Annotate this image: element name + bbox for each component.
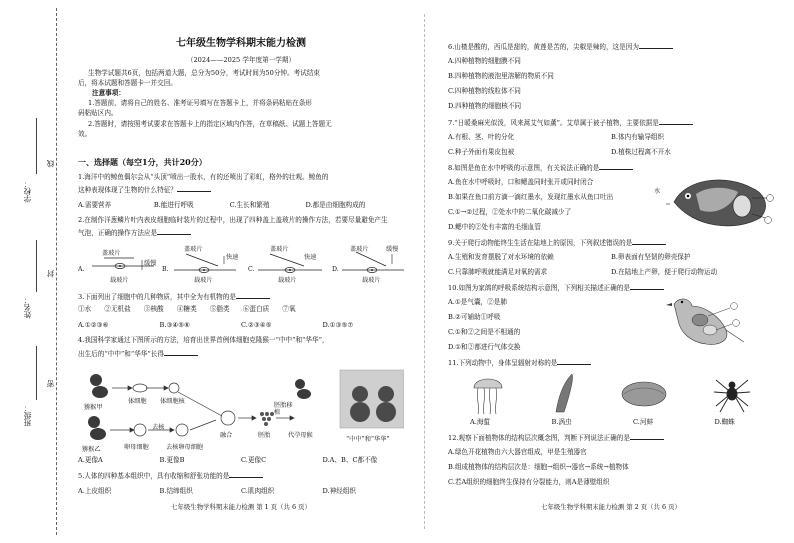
q1-option-c[interactable]: C.生长和繁殖 xyxy=(229,201,270,209)
marker-1 xyxy=(731,303,738,310)
seal-secret-mark: 密 xyxy=(46,380,55,388)
answer-blank[interactable] xyxy=(557,358,591,365)
exam-subtitle: （2024——2025 学年度第一学期） xyxy=(186,56,296,64)
q8-stem: 8.如图是鱼在水中呼吸的示意图，有关说法正确的是 xyxy=(448,163,774,172)
q12-option-a[interactable]: A.绿色开花植物由六大器官组成，甲是生殖器官 xyxy=(448,448,587,456)
q5-stem: 5.人体的四种基本组织中，具有收缩和舒张功能的是 xyxy=(78,471,404,480)
q7-options-1 xyxy=(448,133,774,141)
seal-line-mark: 线 xyxy=(46,160,55,168)
q6-option-c[interactable]: C.四种植物的线粒体不同 xyxy=(448,87,521,95)
q3-stem: 3.下面列出了细胞中的几种物质，其中全为有机物的是 xyxy=(78,292,404,301)
q2-cover-a: 盖玻片 xyxy=(102,250,121,257)
school-label: 学校： xyxy=(23,180,32,203)
spider-icon xyxy=(714,380,750,412)
page-1-footer: 七年级生物学科期末能力检测 第 1 页（共 6 页） xyxy=(171,503,311,511)
q5-option-c[interactable]: C.肌肉组织 xyxy=(241,487,275,495)
q1-option-d[interactable]: D.都是由细胞构成的 xyxy=(305,201,366,209)
q7-stem: 7.“日暖桑麻光似泼，风来蒿艾气如薰”。艾草属于被子植物，主要依据是 xyxy=(448,118,774,127)
q9-options-1 xyxy=(448,253,774,261)
q10-option-c[interactable]: C.①和②之间是不相通的 xyxy=(448,328,521,336)
q12-option-c[interactable]: C.若A组织的细胞终生保持有分裂能力，则A是薄壁组织 xyxy=(448,478,610,486)
section-heading: 一、选择题（每空1分，共计20分） xyxy=(78,157,207,167)
q11-animals xyxy=(448,370,774,416)
page-2 xyxy=(448,0,774,543)
pigeon-figure xyxy=(660,290,750,350)
q3-options xyxy=(78,321,404,329)
q4-body-cells: 体细胞 xyxy=(128,398,147,405)
fish-diagram xyxy=(666,168,774,234)
q12-stem: 12.观察下面植物体的结构层次概念图，判断下列说法正确的是 xyxy=(448,433,774,442)
fish-water-label: 水 xyxy=(654,188,661,195)
marker-2 xyxy=(733,320,740,327)
name-field[interactable] xyxy=(36,240,37,292)
q9-option-d[interactable]: D.在陆地上产卵，便于爬行动物运动 xyxy=(611,268,718,276)
q4-remove-nucleus: 去核 xyxy=(152,424,165,431)
notice-2b: 效。 xyxy=(78,130,92,138)
q9-option-c[interactable]: C.只靠肺呼吸就能满足对氧的需求 xyxy=(448,268,548,276)
q4-fusion: 融合 xyxy=(220,432,233,439)
q4-stem-1: 4.我国科学家通过下图所示的方法，培育出世界首例体细胞克隆猴一“中中”和“华华”， xyxy=(78,336,329,344)
answer-blank[interactable] xyxy=(639,42,673,49)
q11-option-d[interactable]: D.蜘蛛 xyxy=(714,418,735,426)
q1-stem-2: 这种表现体现了生物的什么特征？ xyxy=(78,185,404,194)
page-divider xyxy=(424,14,425,529)
q5-option-b[interactable]: B.结缔组织 xyxy=(159,487,193,495)
class-field[interactable] xyxy=(36,346,37,400)
seal-seal-mark: 封 xyxy=(46,270,55,278)
q11-stem: 11.下列动物中，身体呈辐射对称的是 xyxy=(448,358,774,367)
q7-options-2 xyxy=(448,148,774,156)
embryo-icon xyxy=(260,412,274,426)
answer-blank[interactable] xyxy=(229,471,263,478)
q8-option-d[interactable]: D.鳃中的②处有丰富的毛细血管 xyxy=(448,223,541,231)
q1-option-a[interactable]: A.需要营养 xyxy=(78,201,112,209)
q10-option-a[interactable]: A.①是气囊，②是肺 xyxy=(448,298,507,306)
q4-options xyxy=(78,456,404,464)
q2-slide-b: 载玻片 xyxy=(194,277,213,284)
q2-figure xyxy=(78,244,404,284)
q6-option-b[interactable]: B.四种植物的液泡里溶解的物质不同 xyxy=(448,72,554,80)
answer-blank[interactable] xyxy=(164,349,198,356)
answer-blank[interactable] xyxy=(236,292,270,299)
q9-option-a[interactable]: A.生殖和发育摆脱了对水环境的依赖 xyxy=(448,253,554,261)
q7-option-d[interactable]: D.植株过程离不开水 xyxy=(611,148,671,156)
q3-items: ①水 ②无机盐 ③核酸 ④糖类 ⑤脂类 ⑥蛋白质 ⑦氧 xyxy=(78,305,296,313)
class-label: 班级： xyxy=(23,404,32,427)
q4-surrogate: 代孕母猴 xyxy=(288,432,313,439)
q4-stem-2: 出生后的“中中”和“华华”长得 xyxy=(78,349,404,358)
q2-label-a[interactable]: A. xyxy=(78,266,85,273)
q4-egg-cell: 卵母细胞 xyxy=(124,444,149,451)
q6-option-a[interactable]: A.四种植物的细胞膜不同 xyxy=(448,57,521,65)
marker-4 xyxy=(765,217,772,224)
q4-option-c[interactable]: C.更像C xyxy=(241,456,267,464)
marker-3 xyxy=(767,195,774,202)
exam-title: 七年级生物学科期末能力检测 xyxy=(176,38,306,49)
q5-option-d[interactable]: D.神经组织 xyxy=(322,487,357,495)
q2-diagram-d xyxy=(342,252,404,273)
binding-line xyxy=(56,8,57,535)
q8-option-c[interactable]: C.①→②过程，②处水中的二氧化碳减少了 xyxy=(448,208,572,216)
q4-figure xyxy=(78,364,404,452)
q3-option-c[interactable]: C.②③④⑤ xyxy=(241,321,272,329)
q5-option-a[interactable]: A.上皮组织 xyxy=(78,487,112,495)
q8-option-b[interactable]: B.如果在鱼口前方滴一滴红墨水，发现红墨水从鱼口吐出 xyxy=(448,193,614,201)
planarian-icon xyxy=(556,374,573,412)
q4-enucleated-egg: 去核卵母细胞 xyxy=(166,444,204,451)
q2-cover-d: 盖玻片 xyxy=(350,246,369,253)
q2-label-c[interactable]: C. xyxy=(248,266,255,273)
q9-options-2 xyxy=(448,268,774,276)
clam-icon xyxy=(622,382,666,406)
q12-option-b[interactable]: B.组成植物体的结构层次是：细胞→组织→器官→系统→植物体 xyxy=(448,463,629,471)
answer-blank[interactable] xyxy=(630,433,664,440)
q5-options xyxy=(78,487,404,495)
answer-blank[interactable] xyxy=(632,238,666,245)
q9-option-b[interactable]: B.卵表面有坚韧的卵壳保护 xyxy=(611,253,691,261)
pigeon-diagram xyxy=(660,290,750,350)
q6-option-d[interactable]: D.四种植物的细胞核不同 xyxy=(448,102,522,110)
q2-slide-d: 载玻片 xyxy=(362,277,381,284)
q11-option-a[interactable]: A.海蜇 xyxy=(470,418,491,426)
answer-blank[interactable] xyxy=(157,228,191,235)
school-field[interactable] xyxy=(36,118,37,174)
q1-option-b[interactable]: B.能进行呼吸 xyxy=(153,201,194,209)
q4-monkey-b: 猕猴乙 xyxy=(82,446,101,453)
q3-option-a[interactable]: A.①②③⑥ xyxy=(78,321,109,329)
fish-figure xyxy=(654,168,774,234)
q10-option-d[interactable]: D.①和②都进行气体交换 xyxy=(448,343,521,351)
q2-stem-1: 2.在制作洋葱鳞片叶内表皮细胞临时装片的过程中，出现了四种盖上盖玻片的操作方法，若要尽量避免产生 xyxy=(78,216,388,224)
q2-slide-c: 载玻片 xyxy=(278,277,297,284)
notice-heading: 注意事项： xyxy=(92,89,125,97)
q10-option-b[interactable]: B.②可辅助①呼吸 xyxy=(448,313,501,321)
q7-option-c[interactable]: C.种子外面有果皮包被 xyxy=(448,148,515,156)
q6-stem: 6.山楂是酸的，西瓜是甜的，黄莲是苦的，尖椒是辣的，这是因为 xyxy=(448,42,774,51)
q4-photo-caption: “中中”和“华华” xyxy=(346,436,390,443)
binding-margin xyxy=(0,0,62,543)
q4-embryo: 胚胎 xyxy=(258,432,271,439)
q4-body-nucleus: 体细胞核 xyxy=(160,398,185,405)
intro-line-1: 生物学试题共6页，包括两道大题，总分为50分，考试时间为50分钟。考试结束 xyxy=(88,69,320,77)
q4-monkey-a: 猕猴甲 xyxy=(84,404,103,411)
page-1 xyxy=(78,0,404,543)
q2-cover-b: 盖玻片 xyxy=(184,246,203,253)
q7-option-b[interactable]: B.体内有输导组织 xyxy=(611,133,665,141)
q2-fast-c: 快速 xyxy=(304,254,317,261)
q11-figure xyxy=(448,370,774,416)
answer-blank[interactable] xyxy=(599,163,633,170)
q2-label-d[interactable]: D. xyxy=(332,266,339,273)
answer-blank[interactable] xyxy=(659,118,693,125)
notice-1b: 码粘贴区内。 xyxy=(78,109,118,117)
q2-slow-a: 缓慢 xyxy=(144,260,157,267)
q2-stem-2: 气泡，正确的操作方法应是 xyxy=(78,228,404,237)
notice-1a: 1.答题前，请将自己的姓名、准考证号填写在答题卡上，并将条码粘贴在条形 xyxy=(88,99,312,107)
q4-transfer: 胚胎移植 xyxy=(274,402,293,416)
intro-line-2: 后，将本试题和答题卡一并交回。 xyxy=(78,79,177,87)
jellyfish-icon xyxy=(474,379,502,414)
q7-option-a[interactable]: A.有根、茎、叶的分化 xyxy=(448,133,515,141)
q8-option-a[interactable]: A.鱼在水中呼吸时，口和鳃盖同时张开或同时闭合 xyxy=(448,178,594,186)
q4-option-d[interactable]: D.A、B、C都不像 xyxy=(322,456,378,464)
q2-label-b[interactable]: B. xyxy=(162,266,169,273)
answer-blank[interactable] xyxy=(177,185,211,192)
name-label: 姓名： xyxy=(23,296,32,319)
q4-option-a[interactable]: A.更像A xyxy=(78,456,103,464)
q4-option-b[interactable]: B.更像B xyxy=(159,456,185,464)
q2-slow-d: 缓慢 xyxy=(386,246,399,253)
answer-blank[interactable] xyxy=(630,283,664,290)
q10-stem: 10.如图为家鸽的呼吸系统结构示意图，下列相关描述正确的是 xyxy=(448,283,774,292)
q2-cover-c: 盖玻片 xyxy=(270,246,289,253)
q11-option-b[interactable]: B.涡虫 xyxy=(551,418,572,426)
cloned-monkeys-photo xyxy=(340,370,404,428)
q1-options xyxy=(78,201,404,209)
q11-option-c[interactable]: C.河蚌 xyxy=(633,418,654,426)
q9-stem: 9.关于爬行动物能终生生活在陆地上的原因，下列叙述错误的是 xyxy=(448,238,774,247)
notice-2a: 2.答题时，请按照考试要求在答题卡上的指定区域内作答，在草稿纸、试题上答题无 xyxy=(88,120,332,128)
q3-option-d[interactable]: D.①③⑤⑦ xyxy=(322,321,354,329)
q3-option-b[interactable]: B.③④⑤⑥ xyxy=(159,321,191,329)
q11-options xyxy=(448,418,774,426)
q1-stem-1: 1.海洋中的鲸鱼偶尔会从“头顶”喷出一股水，有的还喷出了彩虹，格外的壮观。鲸鱼的 xyxy=(78,173,329,181)
q2-fast-b: 快速 xyxy=(226,254,239,261)
page-2-footer: 七年级生物学科期末能力检测 第 2 页（共 6 页） xyxy=(541,503,681,511)
q2-slide-a: 载玻片 xyxy=(110,277,129,284)
